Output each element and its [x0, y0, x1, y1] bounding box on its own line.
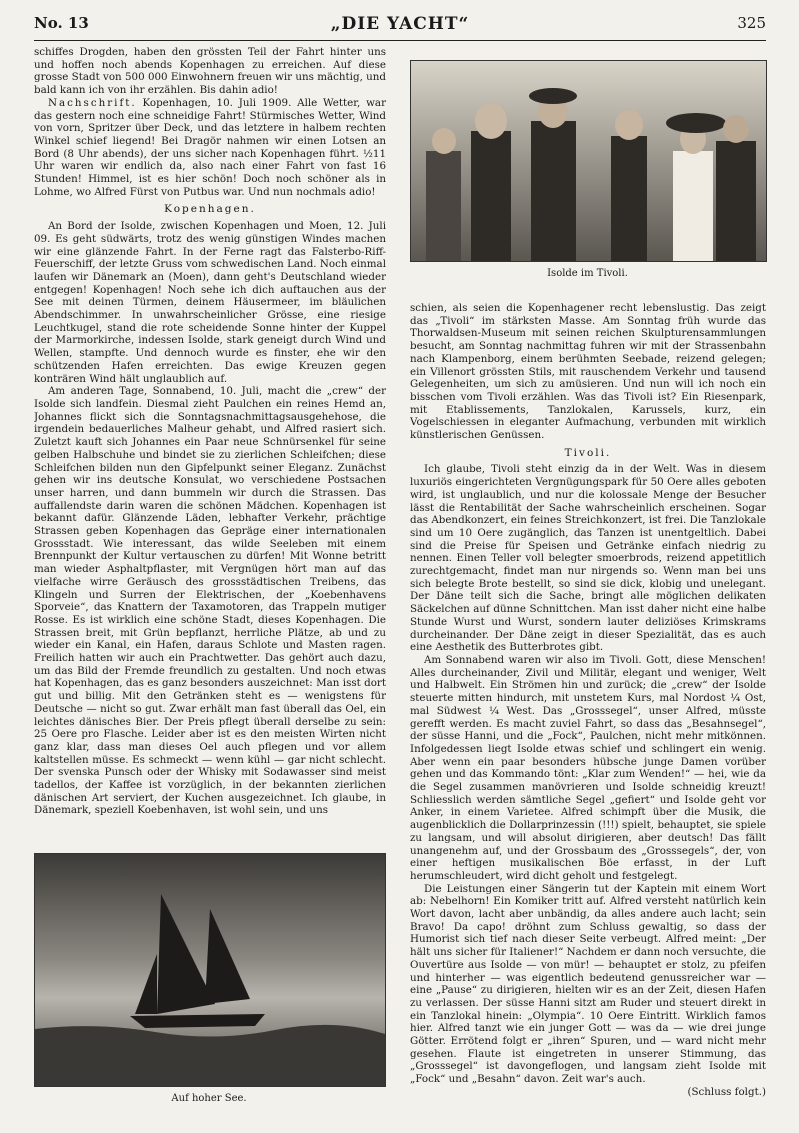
paragraph: schien, als seien die Kopenhagener recht lebenslustig. Das zeigt das „Tivoli“ im stärksten Masse. Am Sonntag früh wurde das Thorwaldsen-Museum mit seinen reichen Skulpturensammlungen besucht, am Sonntag nachmittag fuhren wir mit der Strassenbahn nach Klampenborg, einem berühmten Seebade, reizend gelegen; ein Villenort grössten Stils, mit rauschendem Verkehr und tausend Gelegenheiten, um sich zu amüsieren. Und nun will ich noch ein bisschen vom Tivoli erzählen. Was das Tivoli ist? Ein Riesenpark, mit Etablissements, Tanzlokalen, Karussels, kurz, ein Vogelschiessen in eleganter Aufmachung, verbunden mit wirklich künstlerischen Genüssen.	[410, 302, 766, 442]
column-left	[34, 46, 386, 841]
section-heading: Kopenhagen.	[164, 203, 256, 216]
section-heading: Tivoli.	[564, 446, 612, 459]
header-rule	[34, 40, 766, 41]
paragraph: An Bord der Isolde, zwischen Kopenhagen und Moen, 12. Juli 09. Es geht südwärts, trotz des wenig günstigen Windes machen wir eine glänzende Fahrt. In der Ferne ragt das Falsterbo-Riff-Feuerschiff, der letzte Gruss vom schwedischen Land. Noch einmal laufen wir Dänemark an (Moen), dann geht's Deutschland wieder entgegen! Kopenhagen! Noch sehe ich dich auftauchen aus der See mit deinen Türmen, deinem Häusermeer, im bläulichen Abendschimmer. In unwahrscheinlicher Grösse, eine riesige Leuchtkugel, stand die rote scheidende Sonne hinter der Kuppel der Marmorkirche, indessen Isolde, stark geneigt durch Wind und Wellen, stampfte. Und dennoch wurde es finster, ehe wir den schützenden Hafen erreichten. Das ewige Kreuzen gegen konträren Wind hält unglaublich auf.	[34, 220, 386, 385]
paragraph	[34, 97, 386, 199]
issue-number: No. 13	[34, 14, 89, 32]
tivoli-caption: Isolde im Tivoli.	[547, 268, 628, 279]
tivoli-illustration	[410, 60, 767, 262]
postscript-lead: Nachschrift.	[48, 96, 137, 109]
paragraph: Am anderen Tage, Sonnabend, 10. Juli, macht die „crew“ der Isolde sich landfein. Diesmal zieht Paulchen ein reines Hemd an, Johannes flickt sich die Sonntagsnachmittagsausgehehose, die irgendein bedauerliches Malheur gehabt, und Alfred rasiert sich. Zuletzt kauft sich Johannes ein Paar neue Schnürsenkel für seine gelben Halbschuhe und bindet sie zu zierlichen Schleifchen; diese Schleifchen bilden nun den Gipfelpunkt seiner Eleganz. Zunächst gehen wir ins deutsche Konsulat, wo verschiedene Postsachen unser harren, und dann bummeln wir durch die Strassen. Das auffallendste darin waren die schönen Mädchen. Kopenhagen ist bekannt dafür. Glänzende Läden, lebhafter Verkehr, prächtige Strassen geben Kopenhagen das Gepräge einer internationalen Grossstadt. Wie interessant, das wilde Seeleben mit einem Brennpunkt der Kultur vertauschen zu dürfen! Mit Wonne betritt man wieder Asphaltpflaster, mit Vergnügen hört man auf das vielfache wirre Geräusch des grossstädtischen Treibens, das Klingeln und Surren der Elektrischen, der „Koebenhavens Sporveie“, das Knattern der Taxamotoren, das Trappeln mutiger Rosse. Es ist wirklich eine schöne Stadt, dieses Kopenhagen. Die Strassen breit, mit Grün bepflanzt, herrliche Plätze, ab und zu wieder ein Kanal, ein Hafen, daraus Schlote und Masten ragen. Freilich hatten wir auch ein Prachtwetter. Das gehört auch dazu, um das Bild der Fremde freundlich zu gestalten. Und noch etwas hat Kopenhagen, das es ganz besonders auszeichnet: Man isst dort gut und billig. Mit den Getränken steht es — wenigstens für Deutsche — nicht so gut. Zwar erhält man fast überall das Oel, ein leichtes dänisches Bier. Der Preis pflegt überall derselbe zu sein: 25 Oere pro Flasche. Leider aber ist es den meisten Wirten nicht ganz klar, dass man dieses Oel auch pflegen und vor allem kaltstellen müsse. Es schmeckt — wenn kühl — gar nicht schlecht. Der svenska Punsch oder der Whisky mit Sodawasser sind meist tadellos, der Kaffee ist vorzüglich, in der bekannten zierlichen dänischen Art serviert, der Kuchen ausgezeichnet. Ich glaube, in Dänemark, speziell Koebenhaven, ist wohl sein, und uns	[34, 385, 386, 817]
journal-title: „DIE YACHT“	[330, 14, 470, 34]
paragraph: Am Sonnabend waren wir also im Tivoli. Gott, diese Menschen! Alles durcheinander, Zivil und Militär, elegant und weniger, Welt und Halbwelt. Ein Strömen hin und zurück; die „crew“ der Isolde steuerte mitten hindurch, mit unstetem Kurs, mal Nordost ¼ Ost, mal Südwest ¼ West. Das „Grosssegel“, unser Alfred, müsste gerefft werden. Es macht zuviel Fahrt, so dass das „Besahnsegel“, der süsse Hanni, und die „Fock“, Paulchen, nicht mehr mitkönnen. Infolgedessen liegt Isolde etwas schief und schlingert ein wenig. Aber wenn ein paar besonders hübsche junge Damen vorüber gehen und das Kommando tönt: „Klar zum Wenden!“ — hei, wie da die Segel zusammen manövrieren und Isolde schneidig kreuzt! Schliesslich werden sämtliche Segel „gefiert“ und Isolde geht vor Anker, in einem Varietee. Alfred schimpft über die Musik, die augenblicklich die Dollarprinzessin (!!!) spielt, behauptet, sie spiele zu langsam, und will absolut dirigieren, aber deutsch! Das fällt unangenehm auf, und der Grossbaum des „Grosssegels“, der, von einer heftigen musikalischen Böe erfasst, in der Luft herumschleudert, wird dicht geholt und festgelegt.	[410, 653, 766, 882]
column-right	[410, 302, 766, 1110]
paragraph: Die Leistungen einer Sängerin tut der Kaptein mit einem Wort ab: Nebelhorn! Ein Komiker tritt auf. Alfred versteht natürlich kein Wort davon, lacht aber unbändig, da alles andere auch lacht; sein Bravo! Da capo! dröhnt zum Schluss gewaltig, so dass der Humorist sich tief nach dieser Seite verbeugt. Alfred meint: „Der hält uns sicher für Italiener!“ Nachdem er dann noch versuchte, die Ouvertüre aus Isolde — von mür! — behauptet er stolz, zu pfeifen und hinterher — was eigentlich bedeutend genussreicher war — eine „Pause“ zu dirigieren, hielten wir es an der Zeit, diesen Hafen zu verlassen. Der süsse Hanni sitzt am Ruder und steuert direkt in ein Tanzlokal hinein: „Olympia“. 10 Oere Eintritt. Wirklich famos hier. Alfred tanzt wie ein junger Gott — was da — wie drei junge Götter. Errötend folgt er „ihren“ Spuren, und — ward nicht mehr gesehen. Flaute ist eingetreten in unserer Stimmung, das „Grosssegel“ ist davongeflogen, und langsam zieht Isolde mit „Fock“ und „Besahn“ davon. Zeit war's auch.	[410, 882, 766, 1086]
page-number: 325	[737, 14, 766, 32]
sailing-ship-photo	[34, 853, 386, 1087]
postscript-text: Kopenhagen, 10. Juli 1909. Alle Wetter, war das gestern noch eine schneidige Fahrt! Stürmisches Wetter, Wind von vorn, Spritzer über Deck, und das letztere in halbem rechten Winkel schief liegend! Bei Dragör nahmen wir einen Lotsen an Bord (8 Uhr abends), der uns sicher nach Kopenhagen führt. ½11 Uhr waren wir endlich da, also nach einer Fahrt von fast 16 Stunden! Himmel, ist es hier schön! Doch noch schöner als in Lohme, wo Alfred Fürst von Putbus war. Und nun nochmals adio!	[34, 96, 386, 198]
paragraph: schiffes Drogden, haben den grössten Teil der Fahrt hinter uns und hoffen noch abends Kopenhagen zu erreichen. Auf diese grosse Stadt von 500 000 Einwohnern freuen wir uns mächtig, und bald kann ich von ihr erzählen. Bis dahin adio!	[34, 46, 386, 97]
sea-caption: Auf hoher See.	[171, 1093, 247, 1104]
page-header	[34, 14, 766, 38]
continued-note: (Schluss folgt.)	[687, 1085, 766, 1098]
paragraph: Ich glaube, Tivoli steht einzig da in der Welt. Was in diesem luxuriös eingerichteten Vergnügungspark für 50 Oere alles geboten wird, ist unglaublich, und nur die kolossale Menge der Besucher lässt die Rentabilität der Sache wahrscheinlich erscheinen. Sogar das Abendkonzert, ein feines Streichkonzert, ist frei. Die Tanzlokale sind um 10 Oere zugänglich, das Tanzen ist unentgeltlich. Dabei sind die Preise für Speisen und Getränke einfach niedrig zu nennen. Einen Teller voll belegter smoerbrods, reizend appetitlich zurechtgemacht, findet man nur nirgends so. Wenn man bei uns sich belegte Brote bestellt, so sind sie dick, klobig und unelegant. Der Däne teilt sich die Sache, bringt alle möglichen delikaten Säckelchen auf dünne Schnittchen. Man isst daher nicht eine halbe Stunde Wurst und Wurst, sondern lauter deliziöses Krimskrams durcheinander. Der Däne zeigt in dieser Spezialität, das es auch eine Aesthetik des Butterbrotes gibt.	[410, 463, 766, 654]
